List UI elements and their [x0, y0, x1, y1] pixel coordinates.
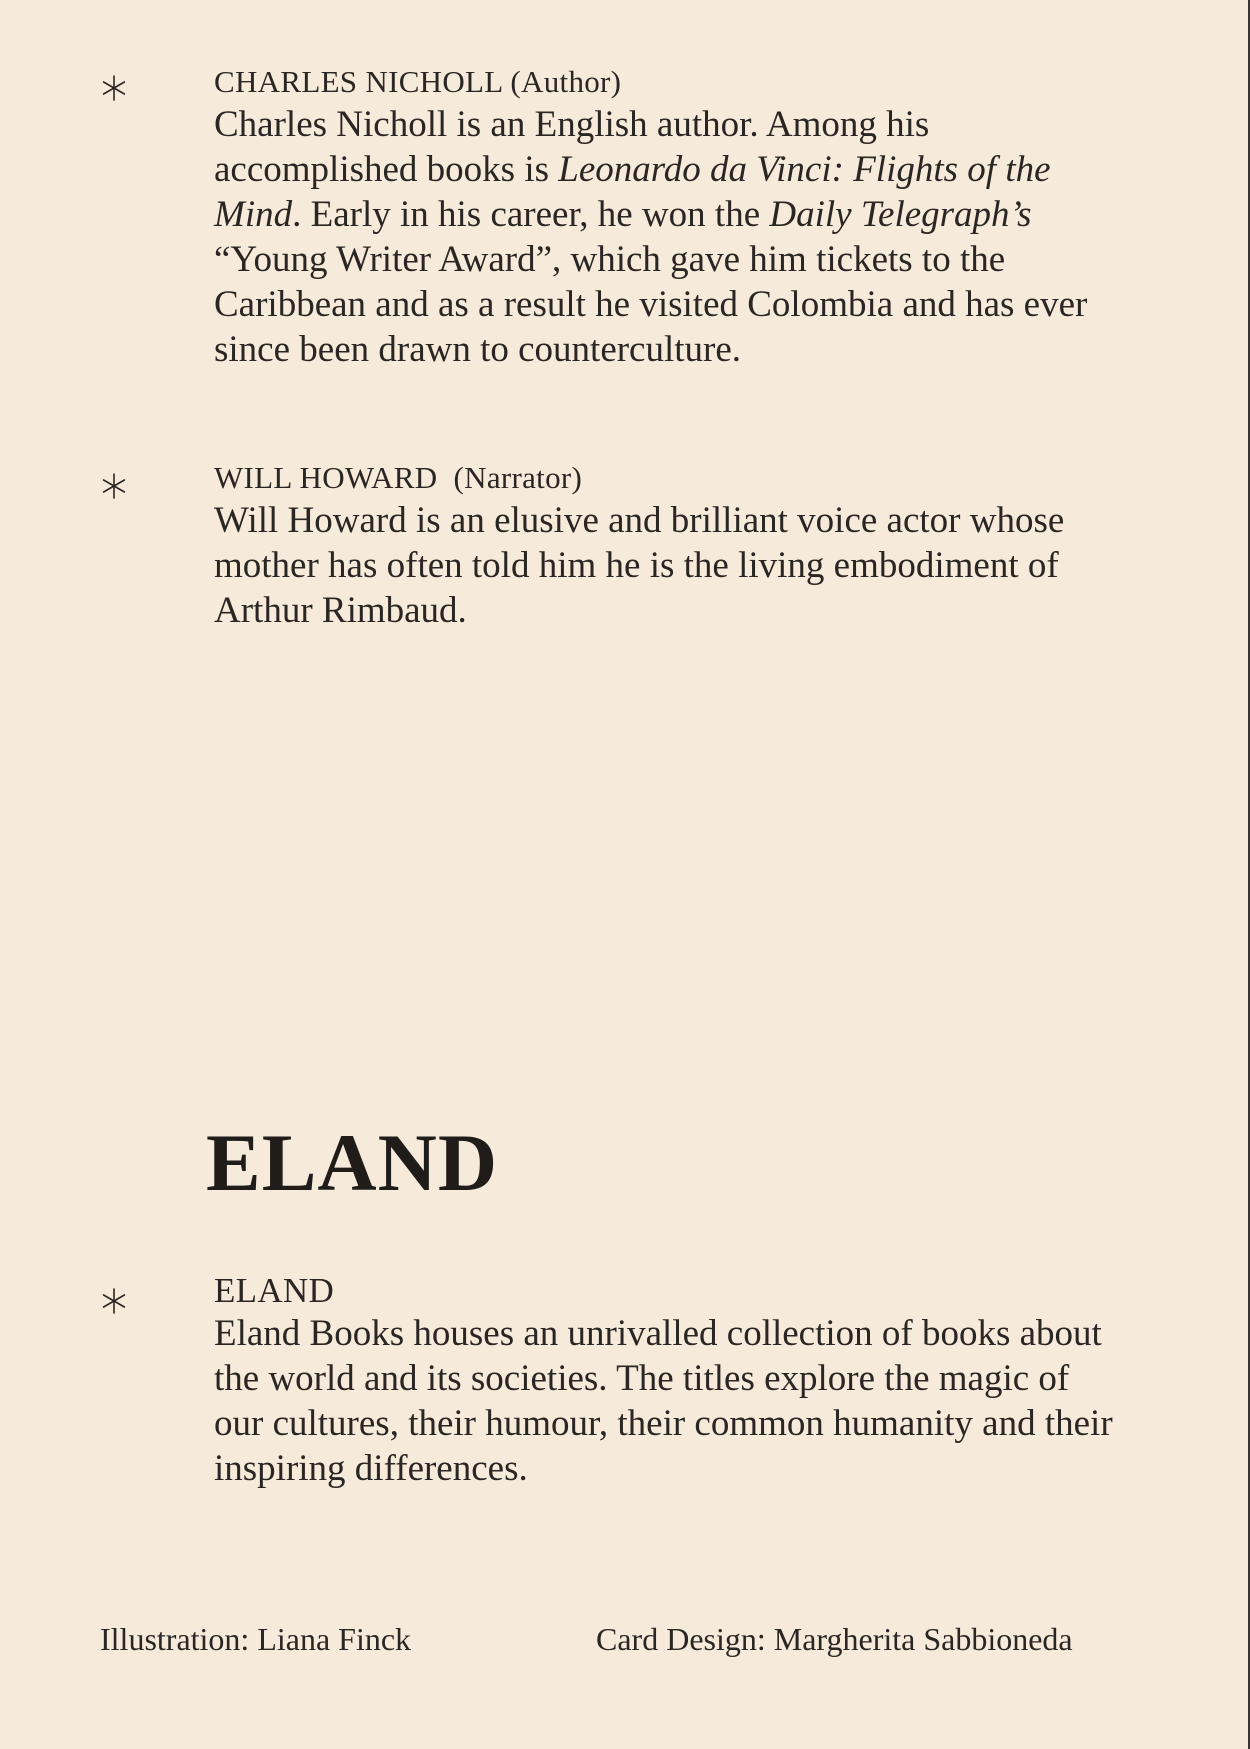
asterisk-star-icon [100, 1287, 128, 1315]
publisher-heading: ELAND [214, 1271, 335, 1310]
asterisk-star-icon [100, 74, 128, 102]
asterisk-star-icon [100, 472, 128, 500]
author-book-title: Leonardo da Vinci: Flights of the Mind [214, 149, 1051, 235]
narrator-heading: WILL HOWARD (Narrator) [214, 460, 583, 495]
narrator-bio: Will Howard is an elusive and brilliant voice actor whose mother has often told him he is the living embodiment of Arthur Rimbaud. [214, 500, 1065, 631]
publisher-description: Eland Books houses an unrivalled collection of books about the world and its societies. The titles explore the magic of our cultures, their humour, their common humanity and their inspiring differences. [214, 1313, 1113, 1489]
eland-logo [206, 1118, 498, 1208]
eland-logo-text: ELAND [206, 1117, 499, 1208]
author-bio-text: . Early in his career, he won the [292, 194, 770, 235]
author-heading: CHARLES NICHOLL (Author) [214, 64, 622, 99]
author-bio [214, 102, 1114, 372]
author-bio-text: “Young Writer Award”, which gave him tickets to the Caribbean and as a result he visited Colombia and has ever since been drawn to counterculture. [214, 239, 1088, 370]
illustration-credit: Illustration: Liana Finck [100, 1621, 412, 1657]
card-design-credit: Card Design: Margherita Sabbioneda [596, 1621, 1073, 1657]
author-bio-text: Charles Nicholl is an English author. Among his accomplished books is [214, 104, 930, 190]
author-newspaper-title: Daily Telegraph’s [769, 194, 1032, 235]
